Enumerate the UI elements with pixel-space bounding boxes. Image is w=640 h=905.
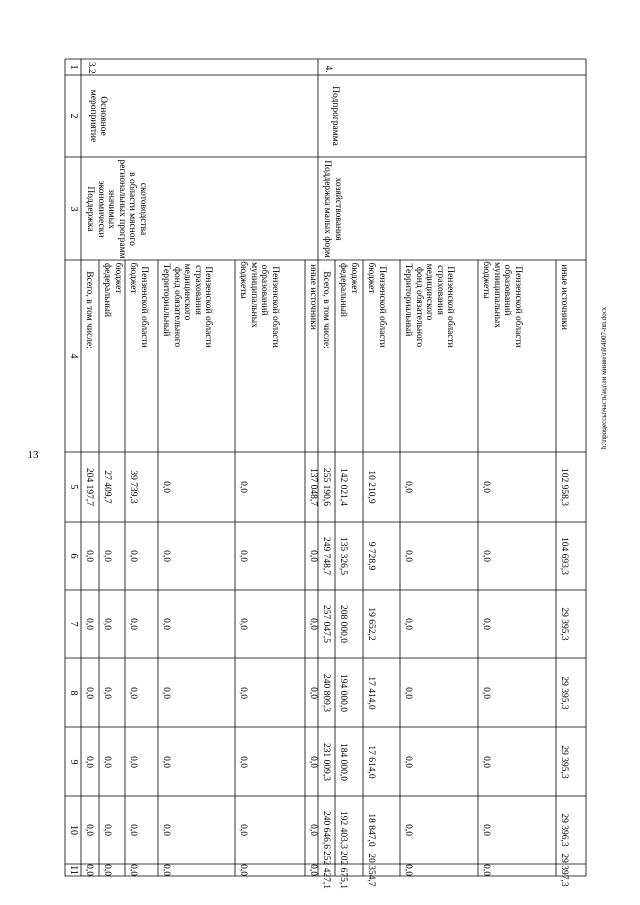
value-cell: 0,0 <box>83 686 94 699</box>
value-cell: 0,0 <box>307 686 318 699</box>
value-cell: 102 958,3 <box>558 468 569 506</box>
value-cell: 192 403,3 <box>337 811 348 849</box>
value-cell: 249 748,7 <box>320 537 331 575</box>
value-cell: 0,0 <box>402 481 413 493</box>
source-label-line: страхования <box>434 265 445 315</box>
source-label-line: бюджет <box>112 262 123 294</box>
value-cell: 19 652,2 <box>365 607 376 641</box>
value-cell: 0,0 <box>101 550 112 562</box>
column-header-6: 6 <box>68 553 79 559</box>
value-cell: 0,0 <box>101 618 112 630</box>
source-label-line: Пензенской области <box>512 266 523 348</box>
source-label-line: фонд обязательного <box>171 266 182 348</box>
source-label-line: муниципальных <box>491 261 502 328</box>
value-cell: 0,0 <box>160 824 171 836</box>
value-cell: 0,0 <box>480 755 491 768</box>
source-label-line: фонд обязательного <box>413 266 424 348</box>
value-cell: 0,0 <box>480 481 491 493</box>
column-header-1: 1 <box>68 64 79 70</box>
value-cell: 0,0 <box>237 824 248 836</box>
value-cell: 255 190,6 <box>320 468 331 506</box>
value-cell: 0,0 <box>83 550 94 562</box>
value-cell: 0,0 <box>160 686 171 699</box>
value-cell: 18 847,0 <box>365 813 376 847</box>
value-cell: 0,0 <box>307 550 318 562</box>
value-cell: 29 397,3 <box>558 853 569 887</box>
value-cell: 0,0 <box>237 550 248 562</box>
value-cell: 204 197,7 <box>83 468 94 506</box>
row-name-line: значимых <box>105 188 116 229</box>
row-name-line: в области мясного <box>126 171 137 246</box>
column-header-9: 9 <box>68 759 79 764</box>
value-cell: 194 000,0 <box>337 673 348 712</box>
row-type-line: Подпрограмма <box>329 86 340 146</box>
row-name-line: региональных программ <box>116 158 127 259</box>
source-label-line: Пензенской области <box>202 266 213 348</box>
value-cell: 0,0 <box>402 824 413 836</box>
column-header-4: 4 <box>68 353 79 359</box>
value-cell: 240 646,6 <box>320 811 331 849</box>
column-header-5: 5 <box>68 484 79 490</box>
value-cell: 0,0 <box>402 864 413 876</box>
column-header-10: 10 <box>68 825 79 835</box>
source-label-line: иные источники <box>558 264 569 331</box>
column-header-3: 3 <box>68 206 79 211</box>
value-cell: 0,0 <box>127 824 138 836</box>
value-cell: 0,0 <box>127 864 138 876</box>
value-cell: 240 809,3 <box>320 673 331 712</box>
row-name-line: скотоводства <box>137 182 148 235</box>
value-cell: 0,0 <box>101 755 112 768</box>
value-cell: 29 396,3 <box>558 813 569 847</box>
value-cell: 0,0 <box>237 755 248 768</box>
value-cell: 17 614,0 <box>365 744 376 779</box>
source-label-line: бюджет <box>348 262 359 294</box>
value-cell: 0,0 <box>127 686 138 699</box>
source-label-line: иные источники <box>307 264 318 331</box>
source-label-line: бюджеты <box>237 261 248 299</box>
source-label-line: образований <box>501 264 512 316</box>
value-cell: 0,0 <box>83 824 94 836</box>
value-cell: 0,0 <box>480 824 491 836</box>
source-label-line: Территориальный <box>402 263 413 337</box>
value-cell: 0,0 <box>480 618 491 630</box>
value-cell: 0,0 <box>237 481 248 493</box>
source-label-line: образований <box>258 264 269 316</box>
source-label-line: медицинского <box>181 263 192 321</box>
value-cell: 208 000,0 <box>337 605 348 643</box>
row-number: 4. <box>322 65 333 73</box>
value-cell: 29 395,3 <box>558 744 569 779</box>
source-label-line: медицинского <box>423 263 434 321</box>
source-label-line: федеральный <box>337 262 348 317</box>
value-cell: 0,0 <box>480 550 491 562</box>
value-cell: 231 009,3 <box>320 742 331 781</box>
value-cell: 0,0 <box>402 618 413 630</box>
source-label-line: муниципальных <box>248 261 259 328</box>
source-label-line: Пензенской области <box>444 266 455 348</box>
footer-file-path: h:\процессы\часть\ид\ли минве\гй\4007-пп.docx <box>600 306 608 449</box>
value-cell: 0,0 <box>237 864 248 876</box>
row-name-line: Поддержка малых форм <box>321 159 332 258</box>
value-cell: 27 409,7 <box>101 470 112 504</box>
page-number: 13 <box>27 449 39 461</box>
source-label-line: Всего, в том числе: <box>83 270 94 349</box>
value-cell: 0,0 <box>480 864 491 876</box>
source-label-line: федеральный <box>101 262 112 317</box>
row-type-line: Основное <box>98 96 108 136</box>
value-cell: 9 728,9 <box>365 541 376 571</box>
value-cell: 29 395,3 <box>558 607 569 641</box>
value-cell: 0,0 <box>127 550 138 562</box>
source-label-line: Пензенской области <box>138 266 149 348</box>
source-label-line: Пензенской области <box>269 266 280 348</box>
value-cell: 0,0 <box>101 686 112 699</box>
value-cell: 0,0 <box>237 618 248 630</box>
value-cell: 0,0 <box>127 618 138 630</box>
value-cell: 0,0 <box>402 550 413 562</box>
value-cell: 202 675,1 <box>337 851 348 889</box>
row-name-line: хозяйствования <box>332 177 343 240</box>
row-name-line: Поддержка <box>84 185 95 232</box>
value-cell: 0,0 <box>307 755 318 768</box>
value-cell: 0,0 <box>480 686 491 699</box>
source-label-line: Пензенской области <box>376 266 387 348</box>
value-cell: 10 210,9 <box>365 470 376 504</box>
value-cell: 39 739,3 <box>127 470 138 504</box>
row-number: 3.2. <box>85 61 96 77</box>
value-cell: 0,0 <box>160 618 171 630</box>
value-cell: 20 354,7 <box>365 853 376 887</box>
value-cell: 0,0 <box>307 864 318 876</box>
value-cell: 0,0 <box>160 755 171 768</box>
value-cell: 0,0 <box>160 864 171 876</box>
column-header-2: 2 <box>68 113 79 119</box>
column-header-11: 11 <box>68 865 79 875</box>
source-label-line: бюджет <box>365 262 376 294</box>
source-label-line: Территориальный <box>160 263 171 337</box>
value-cell: 0,0 <box>83 618 94 630</box>
column-header-7: 7 <box>68 621 79 627</box>
value-cell: 0,0 <box>402 686 413 699</box>
value-cell: 0,0 <box>160 481 171 493</box>
value-cell: 0,0 <box>237 686 248 699</box>
value-cell: 184 000,0 <box>337 742 348 781</box>
value-cell: 0,0 <box>307 618 318 630</box>
value-cell: 29 395,3 <box>558 675 569 710</box>
source-label-line: бюджет <box>127 262 138 294</box>
value-cell: 142 021,4 <box>337 468 348 506</box>
column-header-8: 8 <box>68 690 79 695</box>
value-cell: 257 047,5 <box>320 605 331 643</box>
value-cell: 17 414,0 <box>365 675 376 710</box>
value-cell: 135 326,5 <box>337 537 348 575</box>
value-cell: 252 427,1 <box>320 851 331 889</box>
row-name-line: экономически <box>95 180 106 237</box>
source-label-line: Всего, в том числе: <box>320 270 331 349</box>
value-cell: 0,0 <box>160 550 171 562</box>
value-cell: 137 048,7 <box>307 468 318 506</box>
value-cell: 0,0 <box>83 755 94 768</box>
value-cell: 0,0 <box>101 824 112 836</box>
value-cell: 0,0 <box>127 755 138 768</box>
value-cell: 0,0 <box>83 864 94 876</box>
value-cell: 0,0 <box>307 824 318 836</box>
source-label-line: бюджеты <box>480 261 491 299</box>
row-type-line: мероприятие <box>87 89 98 143</box>
source-label-line: страхования <box>192 265 203 315</box>
value-cell: 0,0 <box>101 864 112 876</box>
value-cell: 104 693,3 <box>558 537 569 575</box>
value-cell: 0,0 <box>402 755 413 768</box>
